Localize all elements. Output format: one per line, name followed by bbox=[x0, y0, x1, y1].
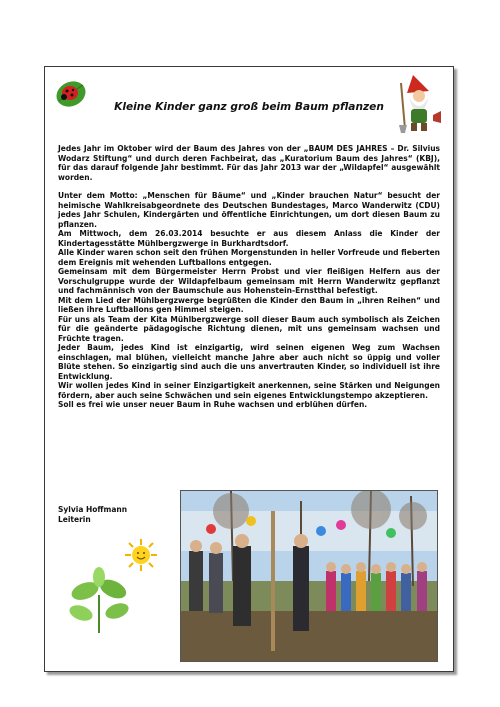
paragraph: Mit dem Lied der Mühlbergzwerge begrüßten die Kinder den Baum in „ihren Reihen“ und ließen ihre Luftballons gen Himmel steigen. bbox=[58, 295, 440, 314]
signature-name: Sylvia Hoffmann bbox=[58, 505, 128, 514]
paragraph: Wir wollen jedes Kind in seiner Einzigartigkeit anerkennen, seine Stärken und Neigungen fördern, aber auch seine Schwächen und sein eigenes Entwicklungstempo akzeptieren. bbox=[58, 381, 440, 400]
paragraph: Alle Kinder waren schon seit den frühen Morgenstunden in heller Vorfreude und fieberten dem Ereignis mit wehenden Luftballons entgegen. bbox=[58, 248, 440, 267]
paragraph: Soll es frei wie unser neuer Baum in Ruhe wachsen und erblühen dürfen. bbox=[58, 400, 368, 409]
signature-block bbox=[58, 505, 127, 524]
paragraph-intro: Jedes Jahr im Oktober wird der Baum des Jahres von der „BAUM DES JAHRES – Dr. Silvius Wodarz Stiftung“ und durch deren Fachbeirat, das „Kuratorium Baum des Jahres“ (KBJ), für das darauf folgende Jahr bestimmt. Für das Jahr 2013 war der „Wildapfel“ ausgewählt worden. bbox=[58, 144, 440, 182]
document-page bbox=[44, 66, 454, 672]
page-title: Kleine Kinder ganz groß beim Baum pflanzen bbox=[114, 101, 384, 113]
article-body bbox=[58, 144, 440, 410]
paragraph: Am Mittwoch, dem 26.03.2014 besuchte er aus diesem Anlass die Kinder der Kindertagesstätte Mühlbergzwerge in Burkhardtsdorf. bbox=[58, 229, 440, 248]
tree-planting-photo bbox=[180, 490, 438, 662]
seedling-icon bbox=[63, 565, 135, 635]
paragraph: Jeder Baum, jedes Kind ist einzigartig, wird seinen eigenen Weg zum Wachsen einschlagen, mal blühen, vielleicht manche Jahre aber auch nicht so üppig und voller Blüte stehen. So einzigartig sind auch die uns anvertrauten Kinder, so individuell ist ihre Entwicklung. bbox=[58, 343, 440, 381]
paragraph: Gemeinsam mit dem Bürgermeister Herrn Probst und vier fleißigen Helfern aus der Vorschulgruppe wurde der Wildapfelbaum gemeinsam mit Herrn Wanderwitz gepflanzt und fachmännisch von der Baumschule aus Hohenstein-Ernstthal befestigt. bbox=[58, 267, 440, 295]
paragraph: Für uns als Team der Kita Mühlbergzwerge soll dieser Baum auch symbolisch als Zeichen für die geänderte pädagogische Richtung dienen, mit uns gemeinsam wachsen und Früchte tragen. bbox=[58, 314, 440, 343]
paragraph: Unter dem Motto: „Menschen für Bäume“ und „Kinder brauchen Natur“ besucht der heimische Wahlkreisabgeordnete des Deutschen Bundestages, Marco Wanderwitz (CDU) jedes Jahr Schulen, Kindergärten und öffentliche Einrichtungen, um dort diesen Baum zu pflanzen. bbox=[58, 191, 440, 229]
signature-role: Leiterin bbox=[58, 514, 91, 524]
